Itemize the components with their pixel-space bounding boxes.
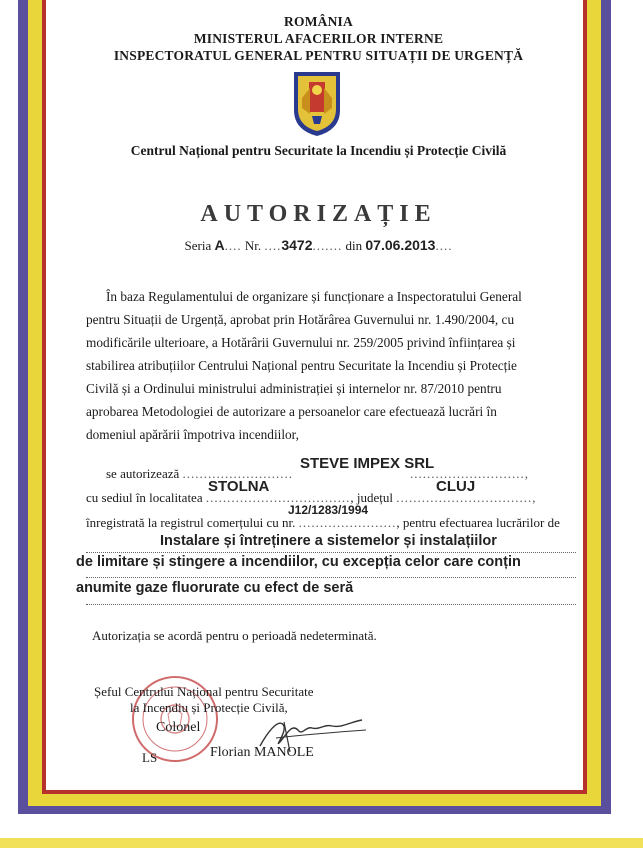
body-line: aprobarea Metodologiei de autorizare a persoanelor care efectuează lucrări în <box>86 404 497 419</box>
judet-label: , județul <box>350 490 393 505</box>
sediu-label: cu sediul în localitatea <box>86 490 203 505</box>
signature-title-2: la Incendiu și Protecție Civilă, <box>130 700 288 715</box>
document-page <box>50 0 587 788</box>
dotted-line <box>86 603 576 605</box>
legal-basis-paragraph <box>86 285 576 446</box>
nr-value: 3472 <box>281 237 313 253</box>
body-line: Civilă și a Ordinului ministrului administrației și internelor nr. 87/2010 pentru <box>86 381 502 396</box>
sediu-row: cu sediul în localitatea .................................., județul ................................, <box>86 490 537 505</box>
din-value: 07.06.2013 <box>365 237 436 253</box>
lucrari-label: , pentru efectuarea lucrărilor de <box>396 515 560 530</box>
registru-row: înregistrată la registrul comerțului cu nr. ......................., pentru efectuarea lucrărilor de <box>86 515 560 530</box>
county-value: CLUJ <box>436 478 476 495</box>
body-line: domeniul apărării împotriva incendiilor, <box>86 427 299 442</box>
seria-value: A <box>214 237 225 253</box>
registru-label: înregistrată la registrul comerțului cu nr. <box>86 515 296 530</box>
document-title: AUTORIZAȚIE <box>200 201 437 227</box>
header-ministry: MINISTERUL AFACERILOR INTERNE <box>193 31 444 46</box>
company-name: STEVE IMPEX SRL <box>300 455 435 472</box>
signature-title-1: Șeful Centrului Național pentru Securitate <box>94 684 314 699</box>
dots: ..........................., <box>410 466 529 481</box>
handwritten-signature-icon <box>250 708 370 758</box>
seria-label: Seria <box>184 238 212 253</box>
center-name: Centrul Național pentru Securitate la Incendiu și Protecție Civilă <box>130 143 507 158</box>
body-line: modificările ulterioare, a Hotărârii Guvernului nr. 259/2005 privind înființarea și <box>86 335 516 350</box>
serie-line: Seria A.... Nr. ....3472....... din 07.06.2013.... <box>184 237 453 253</box>
autorizeaza-label: se autorizează <box>106 466 180 481</box>
coat-of-arms-icon <box>288 68 346 138</box>
nr-label: Nr. <box>244 238 262 253</box>
locality-value: STOLNA <box>208 478 270 495</box>
period-text: Autorizația se acordă pentru o perioadă nedeterminată. <box>92 628 377 643</box>
bottom-yellow-strip <box>0 838 643 848</box>
ls-mark: LS <box>142 750 158 765</box>
header-inspectorate: INSPECTORATUL GENERAL PENTRU SITUAȚII DE URGENȚĂ <box>113 48 524 63</box>
work-line: Instalare și întreținere a sistemelor și instalațiilor <box>160 533 497 549</box>
body-line: pentru Situații de Urgență, aprobat prin Hotărârea Guvernului nr. 1.490/2004, cu <box>86 312 515 327</box>
signatory-name: Florian MANOLE <box>210 745 314 760</box>
work-line: anumite gaze fluorurate cu efect de seră <box>76 580 354 596</box>
signature-rank: Colonel <box>156 720 201 735</box>
body-line: stabilirea atribuțiilor Centrului Național pentru Securitate la Incendiu și Protecție <box>86 358 517 373</box>
work-line: de limitare și stingere a incendiilor, cu excepția celor care conțin <box>76 554 521 570</box>
autorizeaza-row: se autorizează .......................... <box>106 466 294 481</box>
header-country: ROMÂNIA <box>284 14 353 29</box>
body-line: În baza Regulamentului de organizare și funcționare a Inspectoratului General <box>106 289 522 304</box>
din-label: din <box>345 238 363 253</box>
registru-value: J12/1283/1994 <box>288 503 369 517</box>
